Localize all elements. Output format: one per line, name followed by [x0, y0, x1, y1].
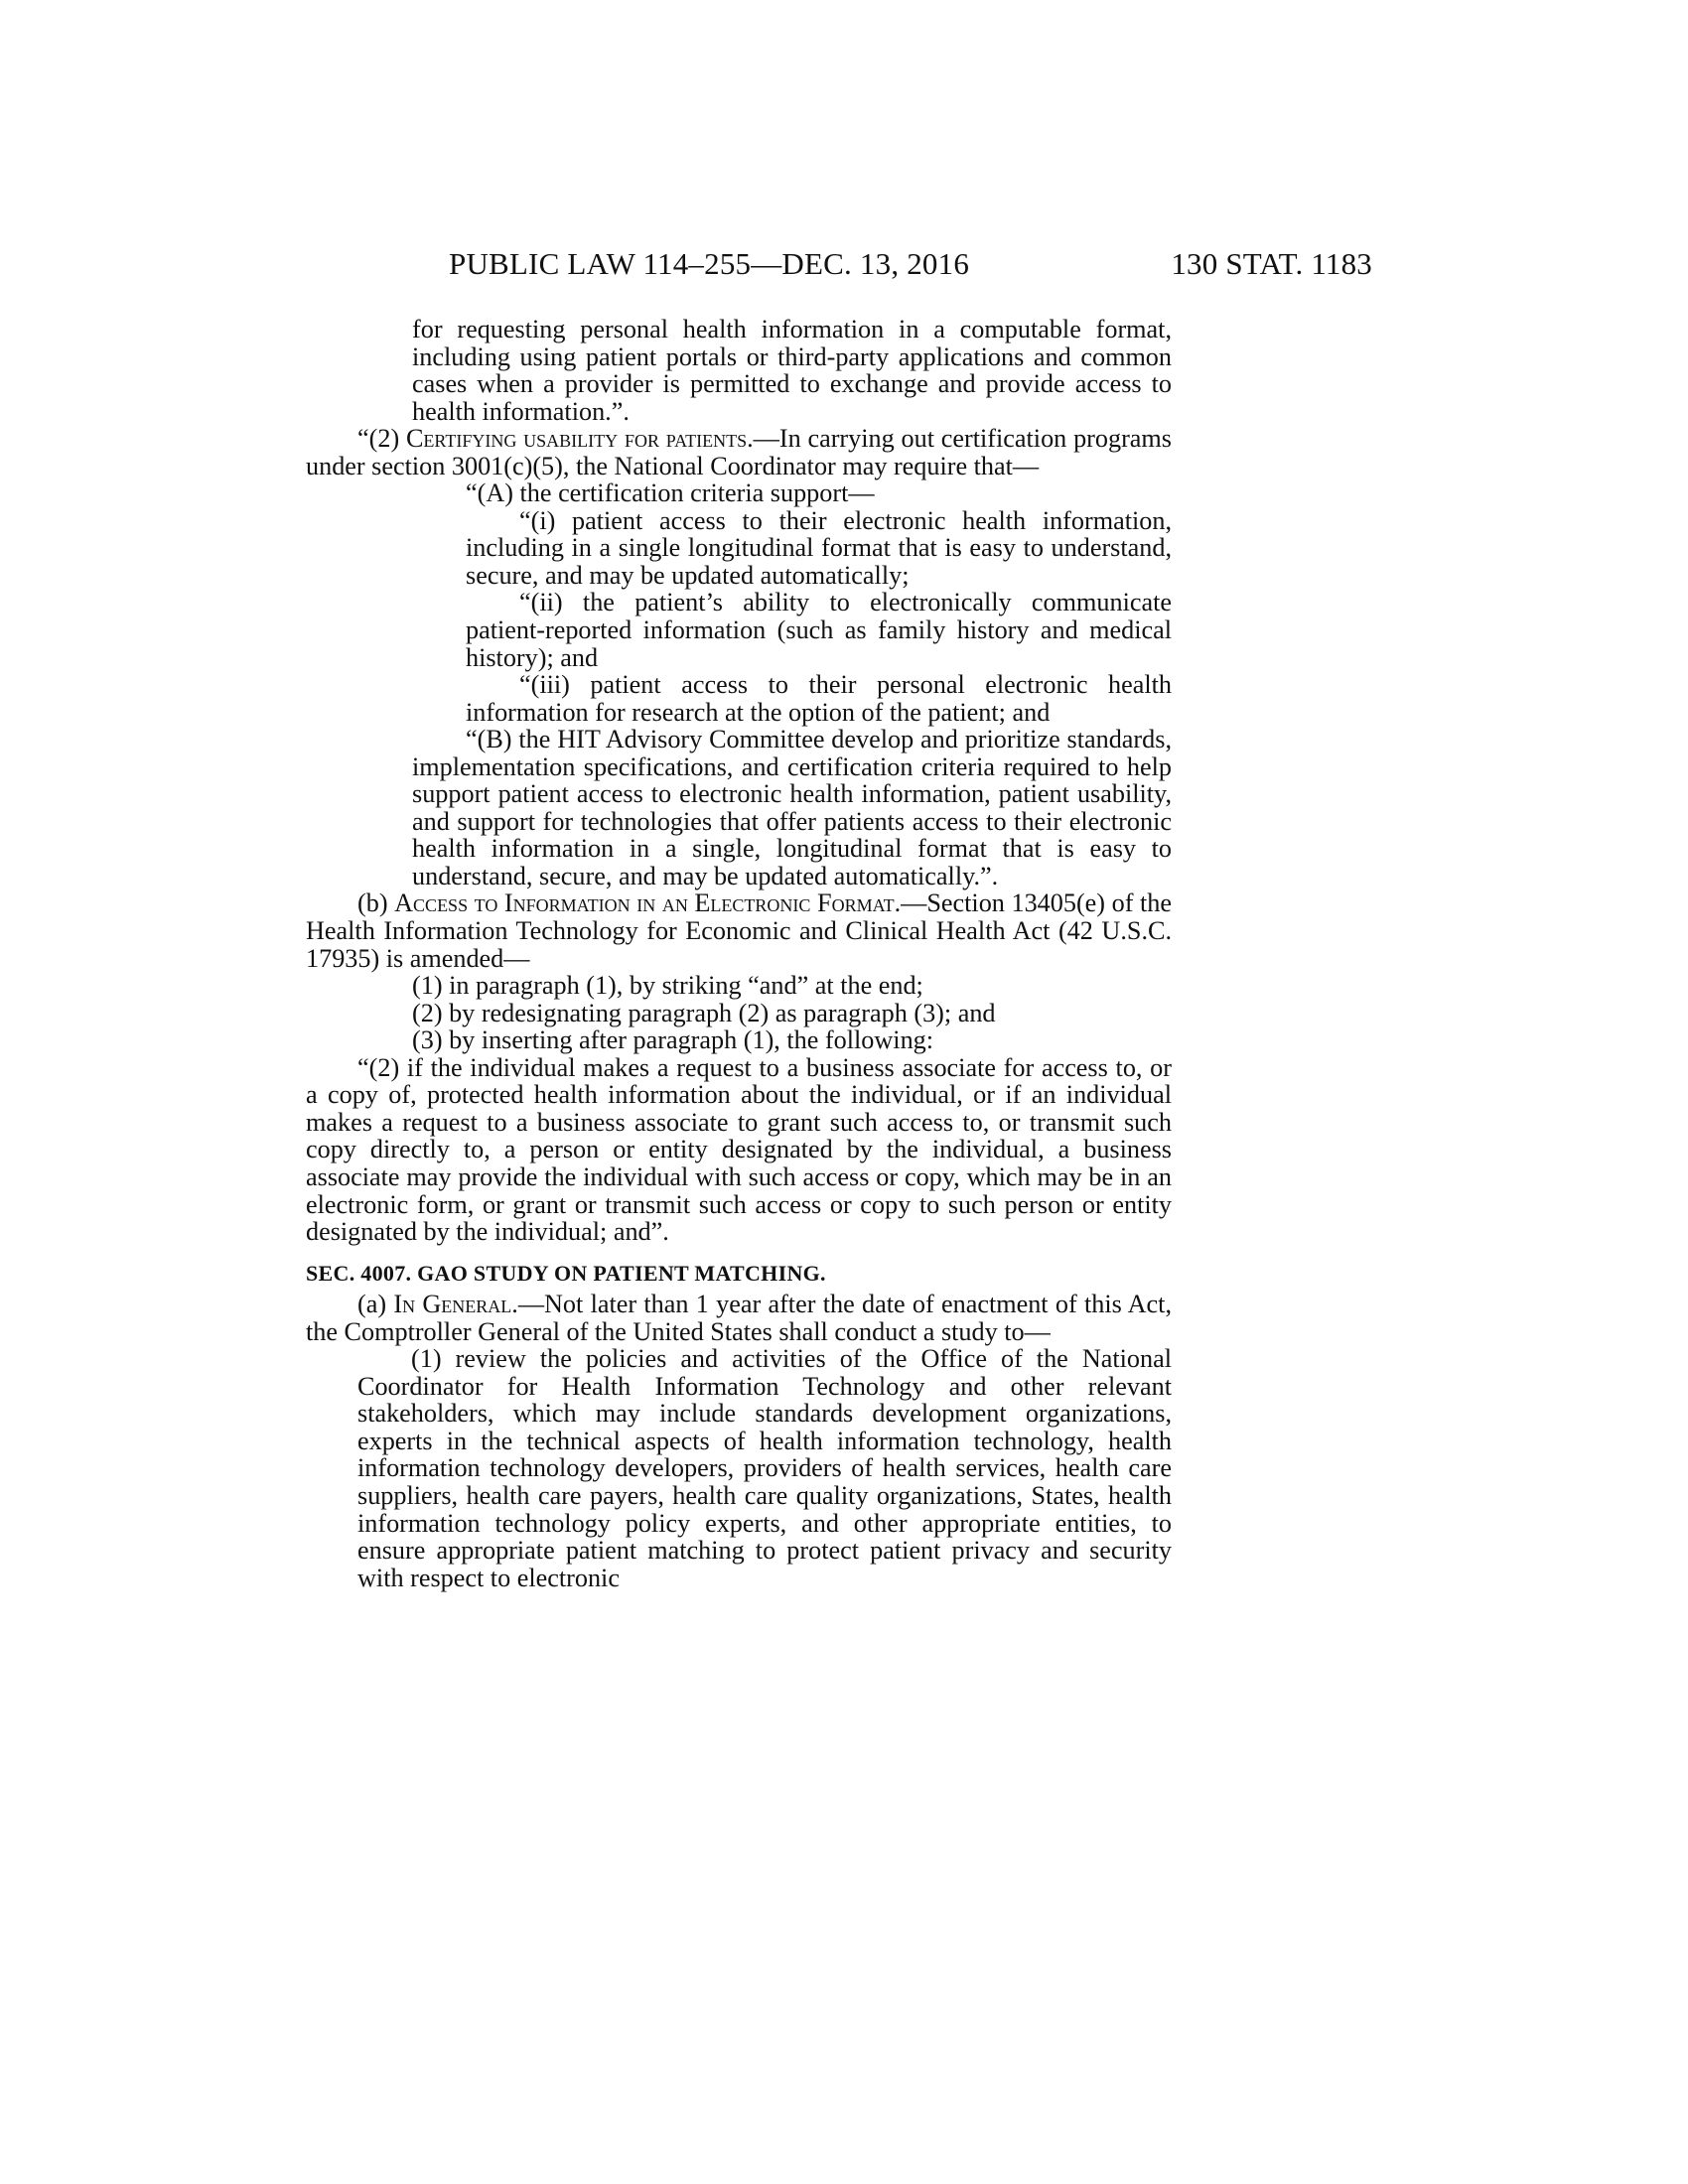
subsection-b — [306, 889, 1172, 972]
amendment-item-2: (2) by redesignating paragraph (2) as paragraph (3); and — [412, 998, 996, 1027]
paragraph-requesting-phi: for requesting personal health information in a computable format, including using patient portals or third-party applications and common cases when a provider is permitted to exchange and provide access to health information.”. — [412, 315, 1172, 426]
subsection-number: (b) — [357, 888, 395, 918]
statute-text — [306, 316, 1172, 1591]
amendment-item-3: (3) by inserting after paragraph (1), the following: — [412, 1025, 934, 1055]
inserted-paragraph-2: “(2) if the individual makes a request to a business associate for access to, or a copy of, protected health information about the individual, or if an individual makes a request to a business associate to grant such access to, or transmit such copy directly to, a person or entity designated by the individual, a business associate may provide the individual with such access or copy, which may be in an electronic form, or grant or transmit such access or copy to such person or entity designated by the individual; and”. — [306, 1052, 1172, 1247]
amendment-item-1: (1) in paragraph (1), by striking “and” at the end; — [412, 971, 923, 1001]
subparagraph-b: “(B) the HIT Advisory Committee develop and prioritize standards, implementation specifications, and certification criteria required to help support patient access to electronic health information, patient usability, and support for technologies that offer patients access to their electronic health information in a single, longitudinal format that is easy to understand, secure, and may be updated automatically.”. — [412, 725, 1172, 890]
subparagraph-b-block — [306, 726, 1172, 889]
subsection-number: (a) — [357, 1290, 394, 1319]
clause-i: “(i) patient access to their electronic health information, including in a single longitudinal format that is easy to understand, secure, and may be updated automatically; — [466, 505, 1172, 590]
paragraph-text: .—In carrying out certification programs under section 3001(c)(5), the National Coordinator may require that— — [306, 424, 1172, 480]
statute-page-number: 130 STAT. 1183 — [1171, 246, 1372, 281]
study-item-1: (1) review the policies and activities of the Office of the National Coordinator for Health Information Technology and other relevant stakeholders, which may include standards development organizations, experts in the technical aspects of health information technology, health information technology developers, providers of health services, health care suppliers, health care payers, health care quality organizations, States, health information technology policy experts, and other appropriate entities, to ensure appropriate patient matching to protect patient privacy and security with respect to electronic — [357, 1344, 1172, 1592]
subsection-heading: Access to Information in an Electronic Format — [394, 888, 895, 918]
subsection-heading: In General — [393, 1290, 512, 1319]
subsection-text: .—Not later than 1 year after the date of enactment of this Act, the Comptroller General of the United States shall conduct a study to— — [306, 1290, 1172, 1346]
subsection-text: .—Section 13405(e) of the Health Information Technology for Economic and Clinical Health Act (42 U.S.C. 17935) is amended— — [306, 888, 1172, 973]
subparagraph-a: “(A) the certification criteria support— — [466, 478, 875, 508]
paragraph-heading: Certifying usability for patients — [405, 424, 748, 454]
public-law-citation: PUBLIC LAW 114–255—DEC. 13, 2016 — [449, 246, 970, 281]
clause-iii: “(iii) patient access to their personal electronic health information for research at the option of the patient; and — [466, 670, 1172, 727]
section-heading: SEC. 4007. GAO STUDY ON PATIENT MATCHING. — [306, 1260, 826, 1286]
paragraph-number: “(2) — [357, 424, 406, 454]
subsection-a — [306, 1291, 1172, 1345]
page-header — [449, 246, 1372, 286]
clause-block — [306, 507, 1172, 726]
clause-ii: “(ii) the patient’s ability to electronically communicate patient-reported information (such as family history and medical history); and — [466, 588, 1172, 672]
paragraph-certifying-usability — [306, 425, 1172, 479]
